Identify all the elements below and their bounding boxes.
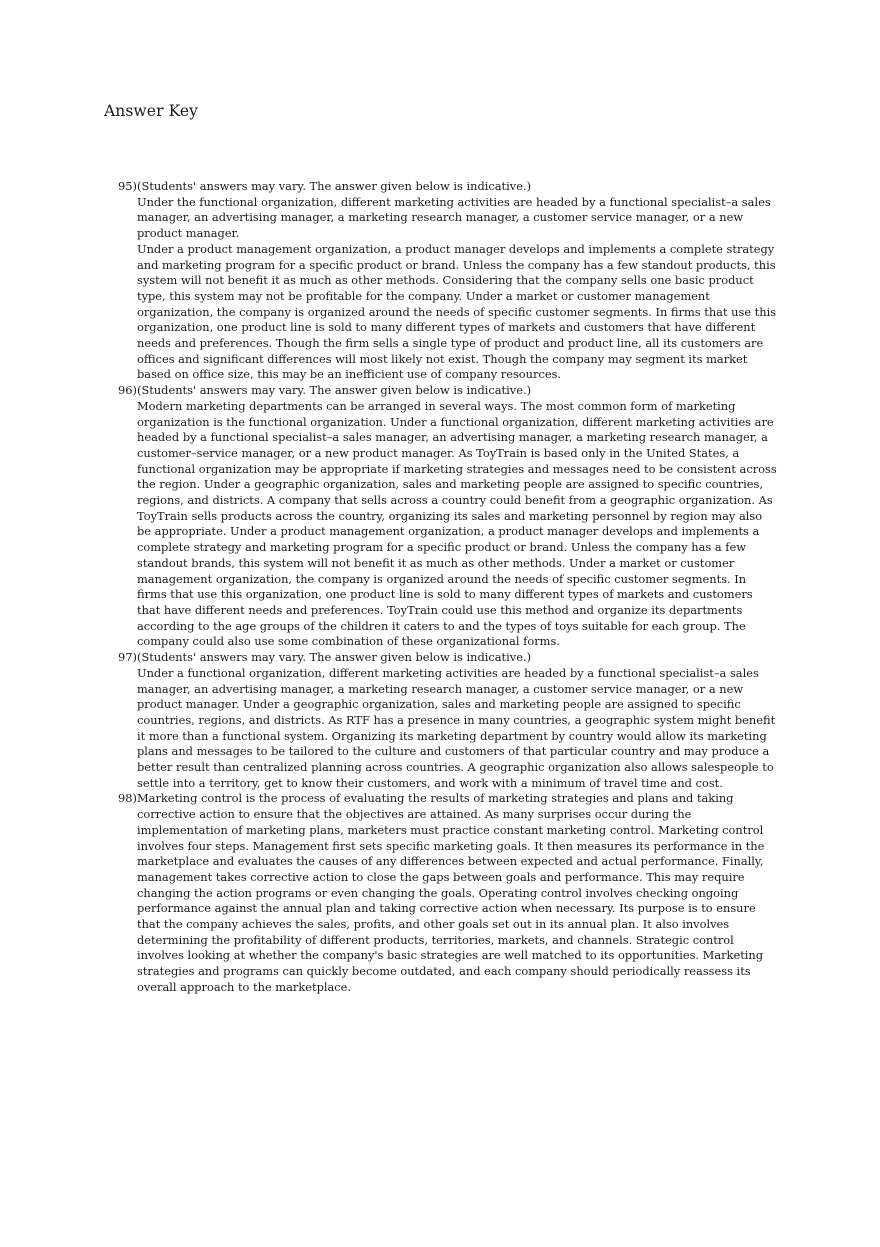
answer-paragraph: Under a functional organization, different marketing activities are headed by a functional specialist–a sales manager, an advertising manager, a marketing research manager, a customer service manager, or a new product manager. Under a geographic organization, sales and marketing people are assigned to specific countries, regions, and districts. As RTF has a presence in many countries, a geographic system might benefit it more than a functional system. Organizing its marketing department by country would allow its marketing plans and messages to be tailored to the culture and customers of that particular country and may produce a better result than centralized planning across countries. A geographic organization also allows salespeople to settle into a territory, get to know their customers, and work with a minimum of travel time and cost. (137, 665, 776, 790)
answer-paragraph: Under the functional organization, different marketing activities are headed by a functional specialist–a sales manager, an advertising manager, a marketing research manager, a customer service manager, or a new product manager. (137, 194, 771, 241)
answer-number: 97) (118, 650, 137, 665)
answer-number: 96) (118, 383, 137, 398)
answer-paragraph: Modern marketing departments can be arranged in several ways. The most common form of marketing organization is the functional organization. Under a functional organization, different marketing activities are headed by a functional specialist–a sales manager, an advertising manager, a marketing research manager, a customer–service manager, or a new product manager. As ToyTrain is based only in the United States, a functional organization may be appropriate if marketing strategies and messages need to be consistent across the region. Under a geographic organization, sales and marketing people are assigned to specific countries, regions, and districts. A company that sells across a country could benefit from a geographic organization. As ToyTrain sells products across the country, organizing its sales and marketing personnel by region may also be appropriate. Under a product management organization, a product manager develops and implements a complete strategy and marketing program for a specific product or brand. Unless the company has a few standout brands, this system will not benefit it as much as other methods. Under a market or customer management organization, the company is organized around the needs of specific customer segments. In firms that use this organization, one product line is sold to many different types of markets and customers that have different needs and preferences. ToyTrain could use this method and organize its departments according to the age groups of the children it caters to and the types of toys suitable for each group. The company could also use some combination of these organizational forms. (137, 398, 777, 649)
answer-item-95 (118, 179, 778, 383)
answer-list (118, 179, 778, 996)
answer-number: 95) (118, 179, 137, 193)
answer-paragraph: Under a product management organization, a product manager develops and implements a complete strategy and marketing program for a specific product or brand. Unless the company has a few standout products, this system will not benefit it as much as other methods. Considering that the company sells one basic product type, this system may not be profitable for the company. Under a market or customer management organization, the company is organized around the needs of specific customer segments. In firms that use this organization, one product line is sold to many different types of markets and customers that have different needs and preferences. Though the firm sells a single type of product and product line, all its customers are offices and significant differences will most likely not exist. Though the company may segment its market based on office size, this may be an inefficient use of company resources. (137, 241, 777, 382)
answer-item-97 (118, 650, 778, 791)
answer-item-98 (118, 791, 778, 995)
answer-paragraph: (Students' answers may vary. The answer given below is indicative.) (137, 650, 532, 665)
answer-paragraph: Marketing control is the process of evaluating the results of marketing strategies and plans and taking corrective action to ensure that the objectives are attained. As many surprises occur during the implementation of marketing plans, marketers must practice constant marketing control. Marketing control involves four steps. Management first sets specific marketing goals. It then measures its performance in the marketplace and evaluates the causes of any differences between expected and actual performance. Finally, management takes corrective action to close the gaps between goals and performance. This may require changing the action programs or even changing the goals. Operating control involves checking ongoing performance against the annual plan and taking corrective action when necessary. Its purpose is to ensure that the company achieves the sales, profits, and other goals set out in its annual plan. It also involves determining the profitability of different products, territories, markets, and channels. Strategic control involves looking at whether the company's basic strategies are well matched to its opportunities. Marketing strategies and programs can quickly become outdated, and each company should periodically reassess its overall approach to the marketplace. (137, 791, 765, 994)
answer-number: 98) (118, 791, 137, 806)
answer-item-96 (118, 383, 778, 650)
answer-paragraph: (Students' answers may vary. The answer given below is indicative.) (137, 179, 532, 193)
answer-paragraph: (Students' answers may vary. The answer given below is indicative.) (137, 383, 532, 398)
page-title: Answer Key (104, 102, 198, 120)
